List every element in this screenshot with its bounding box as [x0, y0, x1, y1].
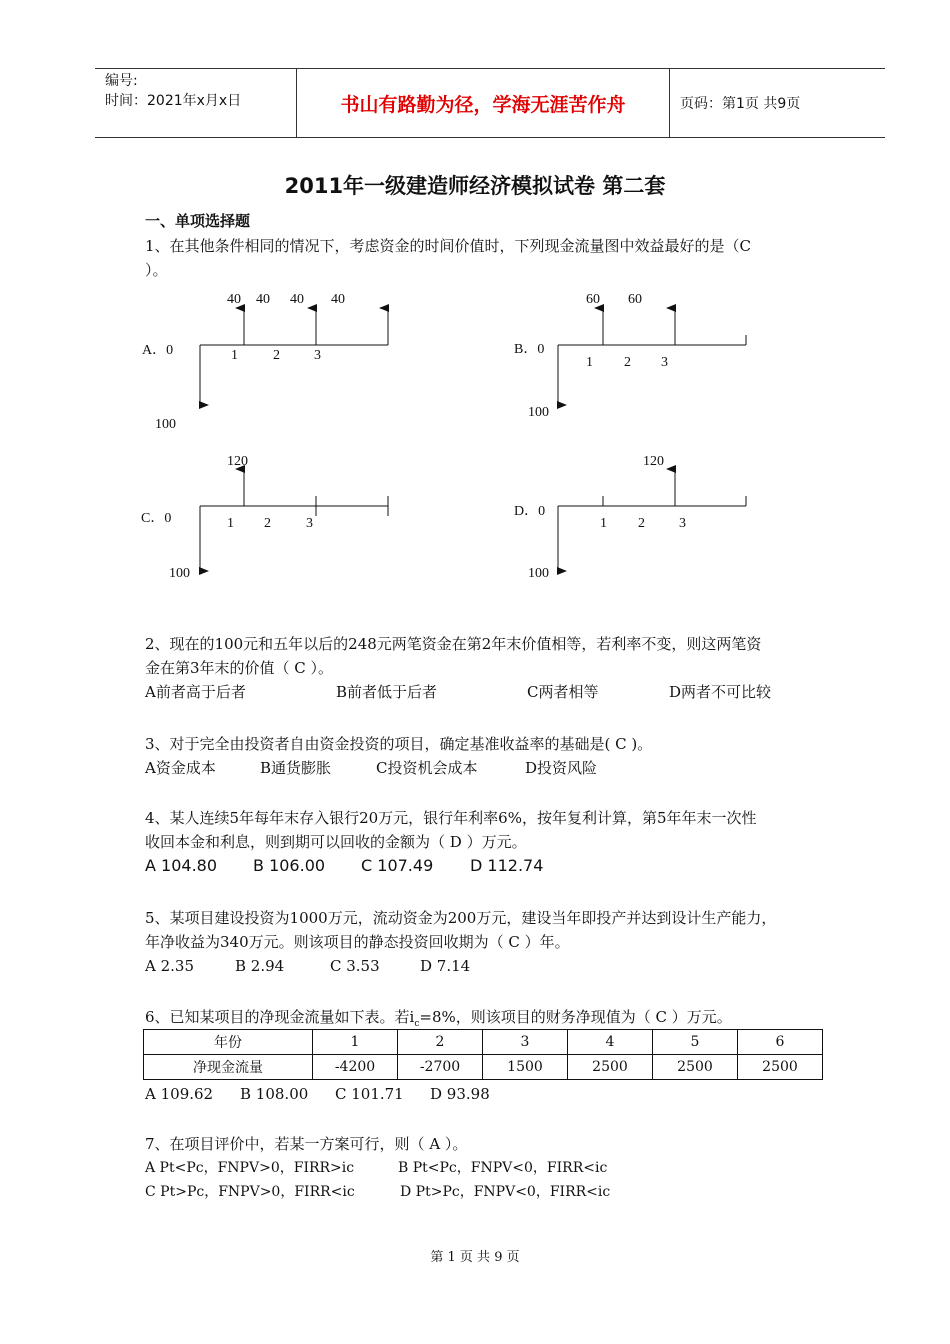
q2-options: [145, 680, 771, 704]
q2-option-d: D两者不可比较: [669, 683, 772, 701]
q4-option-b: B 106.00: [253, 856, 326, 875]
diagram-d-tick-3: 3: [679, 516, 686, 531]
time-label: 时间：2021年x月x日: [105, 93, 242, 109]
table-cell: 1: [313, 1030, 398, 1055]
q3-option-c: C投资机会成本: [376, 759, 478, 777]
diagram-a-down-value: 100: [155, 417, 176, 432]
page-header: [95, 68, 885, 138]
q4-line1: 4、某人连续5年每年末存入银行20万元，银行年利率6%，按年复利计算，第5年年末一次性: [145, 809, 757, 827]
q3-option-a: A资金成本: [145, 759, 216, 777]
q7-options-row1: [145, 1156, 610, 1180]
q4-option-c: C 107.49: [361, 856, 434, 875]
q2-option-a: A前者高于后者: [145, 683, 246, 701]
cashflow-table: [143, 1029, 823, 1080]
header-motto-cell: [296, 69, 670, 137]
diagram-a-up-value-3: 40: [290, 292, 304, 307]
q7-options-row2: [145, 1180, 610, 1204]
page-info: 页码：第1页 共9页: [680, 96, 801, 112]
diagram-b-tick-3: 3: [661, 355, 668, 370]
diagram-d-down-value: 100: [528, 566, 549, 581]
table-cell: 4: [568, 1030, 653, 1055]
diagram-d: [514, 454, 746, 581]
q5-options: [145, 954, 776, 978]
q2-option-b: B前者低于后者: [336, 683, 438, 701]
diagram-d-label: D．0: [514, 504, 546, 519]
header-page-cell: [670, 69, 895, 137]
q7-option-c: C Pt>Pc，FNPV>0，FIRR<ic: [145, 1184, 355, 1200]
diagram-c: [141, 454, 388, 581]
table-cell: -4200: [313, 1055, 398, 1080]
diagram-c-tick-3: 3: [306, 516, 313, 531]
q1-line2: ）。: [145, 261, 168, 279]
table-cell: 3: [483, 1030, 568, 1055]
q7-option-a: A Pt<Pc，FNPV>0，FIRR>ic: [145, 1160, 355, 1176]
serial-label: 编号:: [105, 73, 138, 89]
q5-option-b: B 2.94: [235, 957, 285, 975]
q3-option-d: D投资风险: [525, 759, 598, 777]
diagram-c-tick-2: 2: [264, 516, 271, 531]
q5-line2: 年净收益为340万元。则该项目的静态投资回收期为（ C ）年。: [145, 933, 570, 951]
q2-option-c: C两者相等: [527, 683, 599, 701]
question-2: [145, 632, 771, 704]
diagram-b-down-value: 100: [528, 405, 549, 420]
q7-option-b: B Pt<Pc，FNPV<0，FIRR<ic: [398, 1160, 608, 1176]
diagram-d-up-value-1: 120: [643, 454, 664, 469]
diagram-c-tick-1: 1: [227, 516, 234, 531]
q1-line1: 1、在其他条件相同的情况下，考虑资金的时间价值时，下列现金流量图中效益最好的是（C: [145, 237, 752, 255]
diagram-d-tick-1: 1: [600, 516, 607, 531]
diagram-a-tick-3: 3: [314, 348, 321, 363]
q3-options: [145, 756, 652, 780]
motto: 书山有路勤为径，学海无涯苦作舟: [340, 93, 626, 116]
table-cell: 2500: [568, 1055, 653, 1080]
diagram-c-label: C．0: [141, 511, 172, 526]
question-4: [145, 806, 757, 878]
q2-line1: 2、现在的100元和五年以后的248元两笔资金在第2年末价值相等，若利率不变，则这两笔资: [145, 635, 762, 653]
table-cell: 2: [398, 1030, 483, 1055]
q5-option-d: D 7.14: [420, 957, 471, 975]
diagram-b-tick-2: 2: [624, 355, 631, 370]
q5-option-a: A 2.35: [145, 957, 194, 975]
q4-option-d: D 112.74: [470, 856, 544, 875]
diagram-a-label: A．0: [142, 343, 174, 358]
diagram-b: [514, 292, 746, 420]
table-cell: 2500: [653, 1055, 738, 1080]
table-cell: 1500: [483, 1055, 568, 1080]
q6-option-d: D 93.98: [430, 1085, 490, 1103]
diagram-c-down-value: 100: [169, 566, 190, 581]
diagram-b-tick-1: 1: [586, 355, 593, 370]
q7-line1: 7、在项目评价中，若某一方案可行，则（ A ）。: [145, 1135, 468, 1153]
q4-line2: 收回本金和利息，则到期可以回收的金额为（ D ）万元。: [145, 833, 527, 851]
diagram-a-tick-1: 1: [231, 348, 238, 363]
diagram-d-tick-2: 2: [638, 516, 645, 531]
q6-option-c: C 101.71: [335, 1085, 404, 1103]
q6-line1-post: =8%，则该项目的财务净现值为（ C ）万元。: [419, 1008, 732, 1026]
table-cell: 净现金流量: [144, 1055, 313, 1080]
table-row: [144, 1055, 823, 1080]
diagram-a-up-value-2: 40: [256, 292, 270, 307]
cashflow-diagrams: [0, 285, 950, 605]
table-row: [144, 1030, 823, 1055]
diagram-a-up-value-1: 40: [227, 292, 241, 307]
diagram-b-up-value-2: 60: [628, 292, 642, 307]
diagram-b-up-value-1: 60: [586, 292, 600, 307]
table-cell: 2500: [738, 1055, 823, 1080]
q5-option-c: C 3.53: [330, 957, 380, 975]
question-5: [145, 906, 776, 978]
q6-options: [145, 1082, 490, 1106]
document-title: 2011年一级建造师经济模拟试卷 第二套: [284, 174, 666, 198]
q6-option-b: B 108.00: [240, 1085, 309, 1103]
q4-option-a: A 104.80: [145, 856, 218, 875]
diagram-c-up-value-1: 120: [227, 454, 248, 469]
page-footer: 第 1 页 共 9 页: [430, 1250, 520, 1265]
table-cell: 年份: [144, 1030, 313, 1055]
q3-option-b: B通货膨胀: [260, 759, 332, 777]
question-7: [145, 1132, 610, 1204]
table-cell: 6: [738, 1030, 823, 1055]
q6-line1-pre: 6、已知某项目的净现金流量如下表。若i: [145, 1008, 415, 1026]
q2-line2: 金在第3年末的价值（ C ）。: [145, 659, 334, 677]
section-heading: 一、单项选择题: [145, 212, 251, 230]
diagram-a: [142, 292, 388, 432]
q6-option-a: A 109.62: [145, 1085, 214, 1103]
question-1: [145, 234, 751, 282]
question-3: [145, 732, 652, 780]
diagram-b-label: B．0: [514, 342, 545, 357]
table-cell: -2700: [398, 1055, 483, 1080]
diagram-a-tick-2: 2: [273, 348, 280, 363]
q7-option-d: D Pt>Pc，FNPV<0，FIRR<ic: [400, 1184, 611, 1200]
q6-line1-sub: c: [414, 1019, 420, 1029]
diagram-a-up-value-4: 40: [331, 292, 345, 307]
q4-options: [145, 854, 757, 878]
table-cell: 5: [653, 1030, 738, 1055]
q3-line1: 3、对于完全由投资者自由资金投资的项目，确定基准收益率的基础是( C )。: [145, 735, 653, 753]
q5-line1: 5、某项目建设投资为1000万元，流动资金为200万元，建设当年即投产并达到设计生产能力，: [145, 909, 777, 927]
header-left-cell: [95, 69, 295, 139]
